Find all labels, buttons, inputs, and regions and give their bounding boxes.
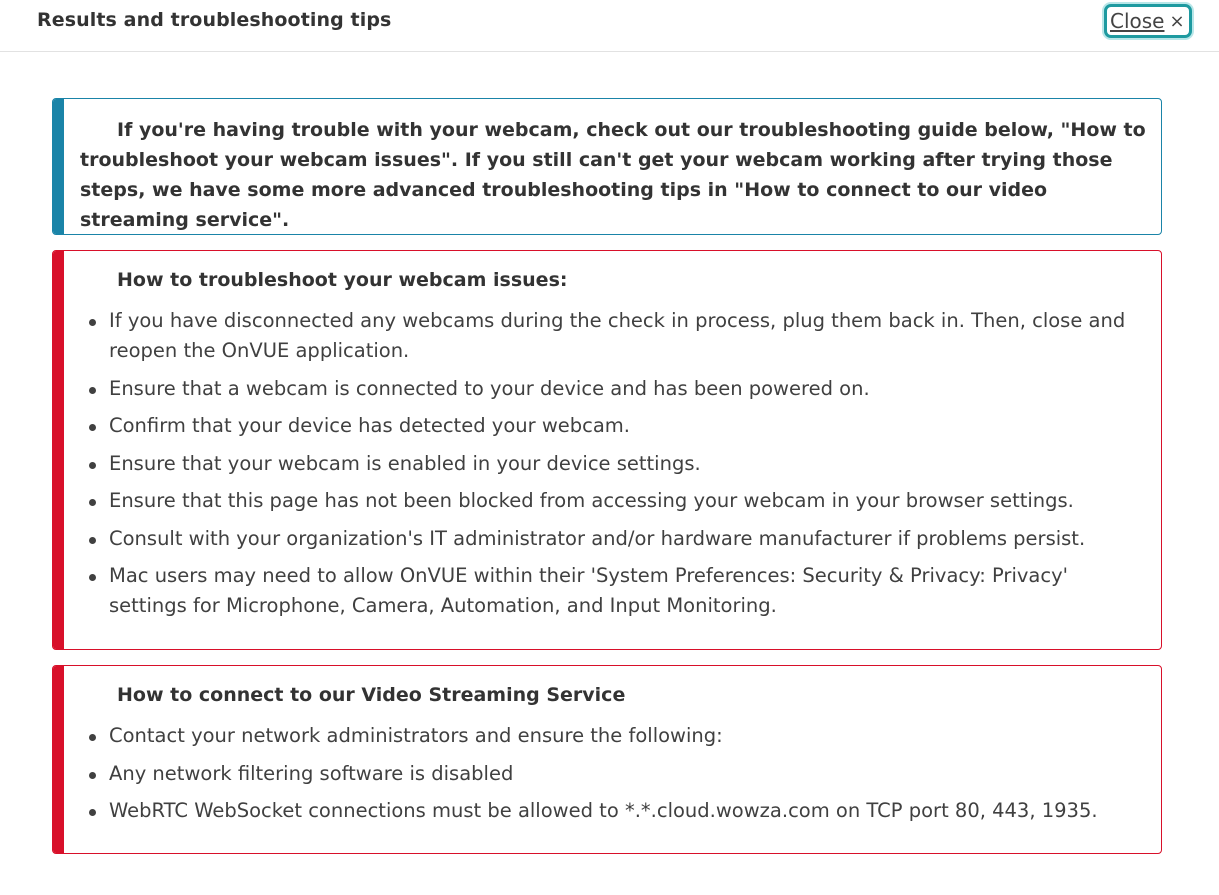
streaming-section-heading: How to connect to our Video Streaming Service (117, 684, 626, 706)
dialog-title: Results and troubleshooting tips (37, 9, 392, 31)
list-item-text: Ensure that a webcam is connected to your device and has been powered on. (109, 376, 870, 400)
list-item (109, 374, 1149, 404)
list-item (109, 796, 1149, 826)
bullet-icon (89, 574, 96, 581)
bullet-icon (89, 319, 96, 326)
list-item (109, 306, 1149, 366)
list-item (109, 449, 1149, 479)
bullet-icon (89, 537, 96, 544)
list-item (109, 524, 1149, 554)
info-accent-bar (53, 99, 64, 234)
info-callout (52, 98, 1162, 235)
error-accent-bar (53, 666, 64, 853)
list-item-text: Mac users may need to allow OnVUE within their 'System Preferences: Security & Privacy: Privacy' settings for Microphone, Camera, Automation, and Input Monitoring. (109, 564, 1068, 617)
bullet-icon (89, 387, 96, 394)
list-item (109, 486, 1149, 516)
bullet-icon (89, 734, 96, 741)
webcam-troubleshooting-card (52, 250, 1162, 650)
list-item-text: WebRTC WebSocket connections must be allowed to *.*.cloud.wowza.com on TCP port 80, 443, 1935. (109, 799, 1098, 822)
bullet-icon (89, 772, 96, 779)
list-item-text: Any network filtering software is disabled (109, 761, 514, 785)
bullet-icon (89, 809, 96, 816)
list-item-text: Confirm that your device has detected your webcam. (109, 414, 631, 437)
streaming-service-card (52, 665, 1162, 854)
bullet-icon (89, 499, 96, 506)
list-item (109, 759, 1149, 789)
list-item (109, 561, 1149, 621)
list-item-text: Consult with your organization's IT administrator and/or hardware manufacturer if problems persist. (109, 526, 1086, 550)
list-item (109, 411, 1149, 441)
close-icon: × (1169, 10, 1185, 32)
list-item-text: If you have disconnected any webcams during the check in process, plug them back in. Then, close and reopen the OnVUE application. (109, 309, 1126, 362)
dialog-header (0, 0, 1219, 52)
list-item (109, 721, 1149, 751)
close-button-label: Close (1110, 9, 1165, 33)
list-item-text: Ensure that your webcam is enabled in your device settings. (109, 451, 701, 475)
webcam-section-heading: How to troubleshoot your webcam issues: (117, 269, 568, 291)
bullet-icon (89, 424, 96, 431)
streaming-tips-list (109, 721, 1149, 834)
bullet-icon (89, 462, 96, 469)
webcam-tips-list (109, 306, 1149, 629)
list-item-text: Contact your network administrators and ensure the following: (109, 724, 723, 747)
list-item-text: Ensure that this page has not been blocked from accessing your webcam in your browser settings. (109, 489, 1074, 512)
error-accent-bar (53, 251, 64, 649)
close-button[interactable] (1104, 4, 1192, 38)
info-callout-text: If you're having trouble with your webcam, check out our troubleshooting guide below, "How to troubleshoot your webcam issues". If you still can't get your webcam working after trying those steps, we have some more advanced troubleshooting tips in "How to connect to our video streaming service". (80, 119, 1146, 231)
